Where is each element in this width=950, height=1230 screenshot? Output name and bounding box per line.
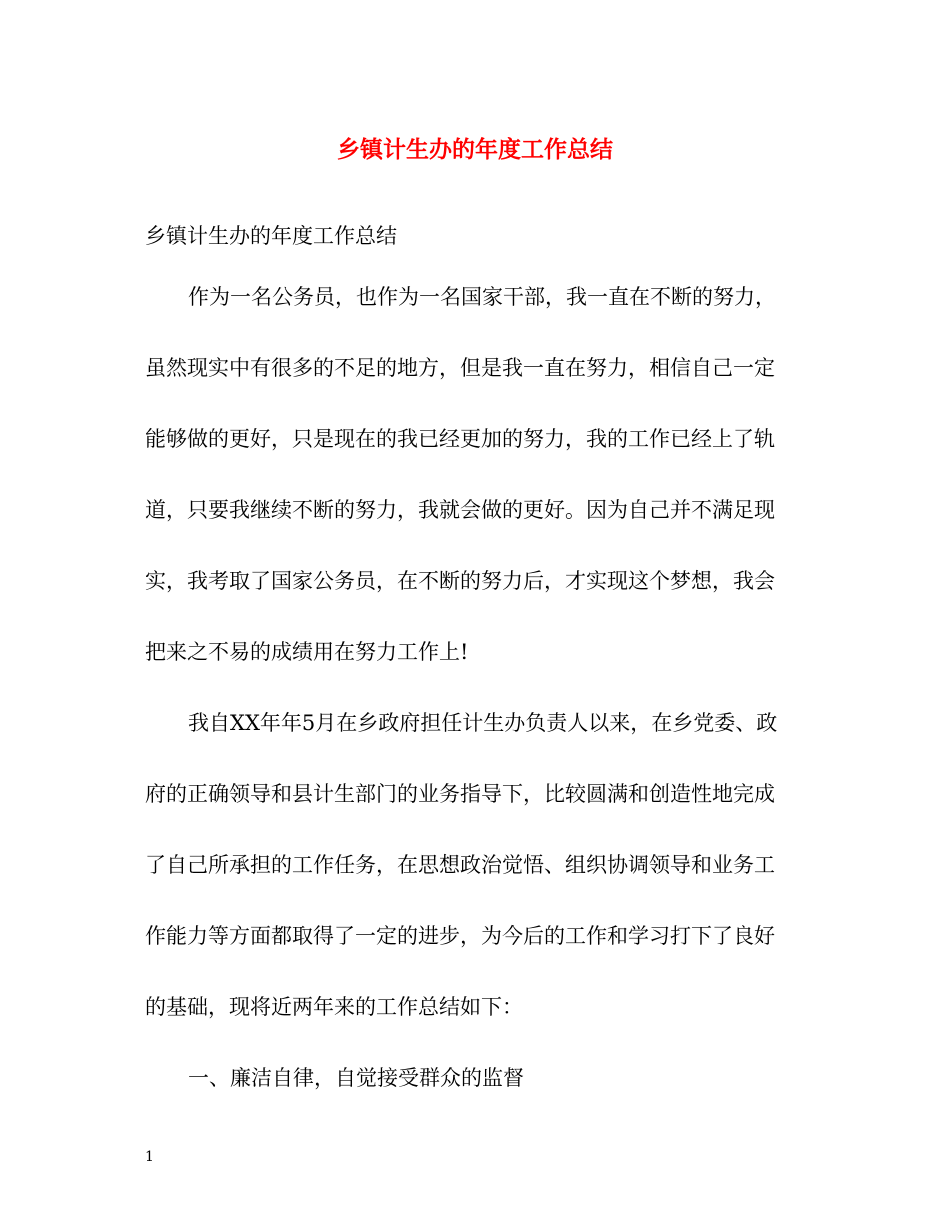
document-subtitle: 乡镇计生办的年度工作总结 — [145, 224, 397, 248]
page-number: 1 — [145, 1149, 154, 1165]
document-body — [145, 281, 815, 1133]
body-line: 能够做的更好，只是现在的我已经更加的努力，我的工作已经上了轨 — [145, 427, 775, 451]
body-line: 的基础，现将近两年来的工作总结如下： — [145, 995, 523, 1019]
body-line: 了自己所承担的工作任务，在思想政治觉悟、组织协调领导和业务工 — [145, 853, 775, 877]
section-heading: 一、廉洁自律，自觉接受群众的监督 — [188, 1066, 524, 1090]
body-line: 作为一名公务员，也作为一名国家干部，我一直在不断的努力， — [188, 285, 776, 309]
body-line: 实，我考取了国家公务员，在不断的努力后，才实现这个梦想，我会 — [145, 569, 775, 593]
body-line: 虽然现实中有很多的不足的地方，但是我一直在努力，相信自己一定 — [145, 356, 775, 380]
body-line: 府的正确领导和县计生部门的业务指导下，比较圆满和创造性地完成 — [145, 782, 775, 806]
body-line: 把来之不易的成绩用在努力工作上! — [145, 640, 469, 664]
body-line: 作能力等方面都取得了一定的进步，为今后的工作和学习打下了良好 — [145, 924, 775, 948]
body-line: 我自XX年年5月在乡政府担任计生办负责人以来，在乡党委、政 — [188, 711, 778, 735]
body-line: 道，只要我继续不断的努力，我就会做的更好。因为自己并不满足现 — [145, 498, 775, 522]
document-title: 乡镇计生办的年度工作总结 — [337, 136, 613, 163]
